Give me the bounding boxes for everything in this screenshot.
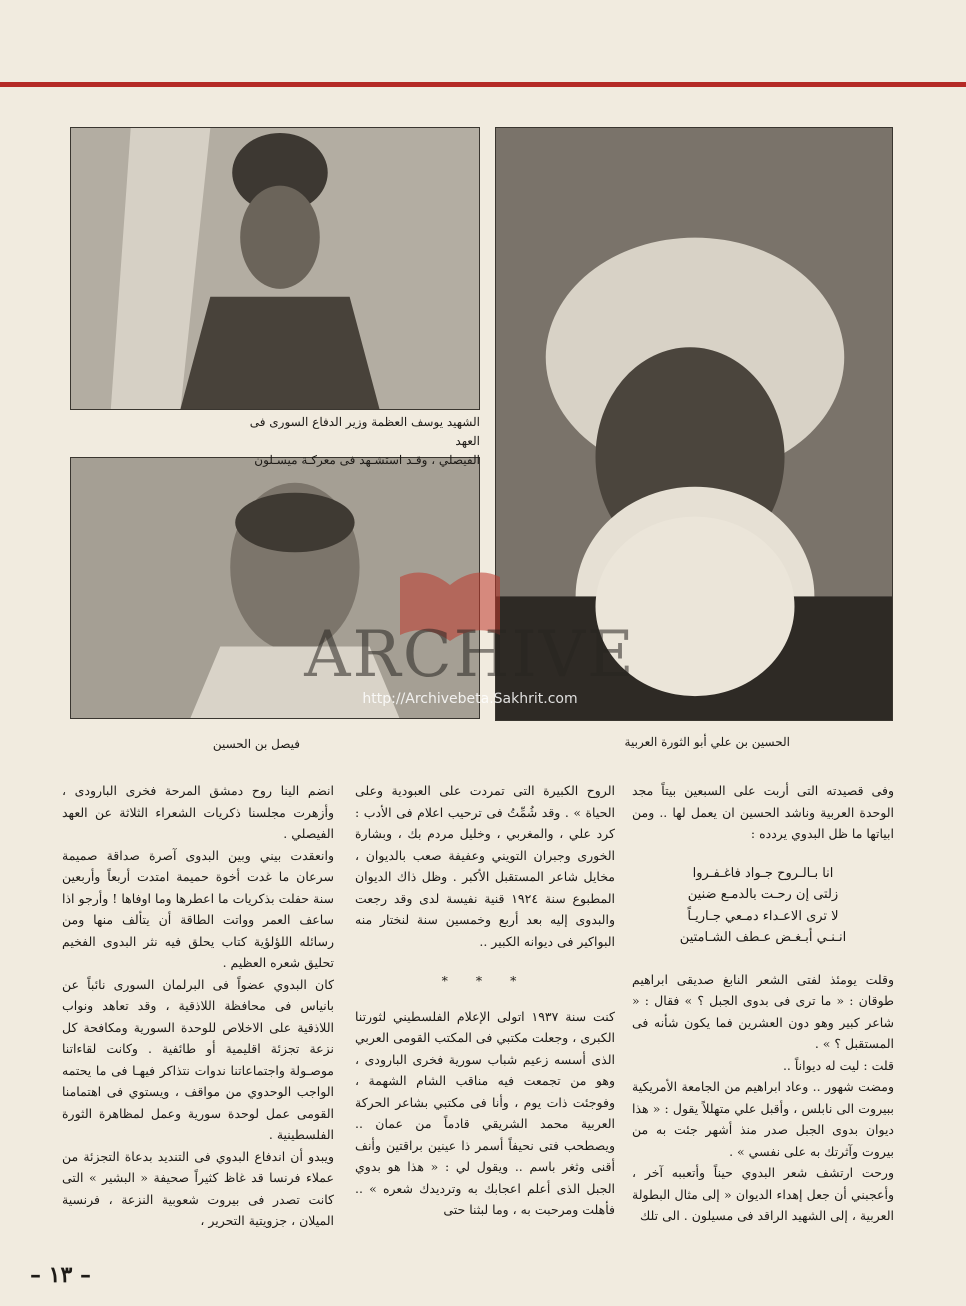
caption-yusuf-line-1: الشهيد يوسف العظمة وزير الدفاع السورى فى العهد [249, 415, 480, 448]
paragraph: ويبدو أن اندفاع البدوي فى التنديد بدعاة التجزئة من عملاء فرنسا قد غاظ كثيراً صحيفة « البشير » التى كانت تصدر فى بيروت شعوبية النزعة ، فرنسية الميلان ، جزويتية التحرير ، [62, 1148, 334, 1228]
paragraph: ومضت شهور .. وعاد ابراهيم من الجامعة الأمريكية ببيروت الى نابلس ، وأقبل علي متهللاً يقول : « هذا ديوان بدوى الجبل صدر منذ أشهر جئت به من بيروت وآثرتك به على نفسي » . [632, 1079, 894, 1159]
paragraph: قلت : ليت له ديواناً .. [782, 1057, 894, 1073]
paragraph: كان البدوي عضواً فى البرلمان السورى نائباً عن بانياس فى محافظة اللاذقية ، وقد تعاهد ونواب اللاذقية على الاخلاص للوحدة السورية ومكافحة كل نزعة تجزئة اقليمية أو طائفية . وكانت لقاءاتنا موصـولة واجتماعاتنا ندوات نتذاكر فيهـا فى ما يحتمه الواجب الوحدوي من مواقف ، ويستوي فى اهتمامنا القومى عمل لوحدة سورية وعمل لمظاهرة الثورة الفلسطينية . [62, 976, 334, 1142]
top-red-rule [0, 82, 966, 87]
caption-faisal: فيصل بن الحسين [212, 737, 300, 751]
watermark-url: http://Archivebeta.Sakhrit.com [362, 691, 578, 707]
photo-hussein-bin-ali [495, 127, 893, 721]
article-column-middle [355, 780, 615, 1221]
poem-verse: انا بـالـروح جـواد فاغـفـروا [692, 865, 834, 881]
paragraph: وانعقدت بيني وبين البدوى آصرة صداقة صميمة سرعان ما غدت أخوة حميمة امتدت أربعاً وأربعين سنة حفلت بذكريات ما اعطرها وما اوفاها ! وأرجو اذا ساعف العمر وواتت الطاقة أن يتألف منها ومن رسائله اللؤلؤية كتاب يحلق فيه نثر البدوى الفخيم تحليق شعره العظيم . [62, 847, 334, 970]
photo-yusuf-al-azma [70, 127, 480, 410]
paragraph: وقلت يومئذ لفتى الشعر النابغ صديقى ابراهيم طوقان : « ما ترى فى بدوى الجبل ؟ » فقال : « شاعر كبير وهو دون العشرين فما يكون شأنه فى المستقبل ؟ » . [632, 971, 894, 1051]
paragraph: انضم الينا روح دمشق المرحة فخرى البارودى ، وأزهرت مجلسنا ذكريات الشعراء الثلاثة عن العهد الفيصلي . [62, 783, 334, 841]
paragraph: وفى قصيدته التى أربت على السبعين بيتاً مجد الوحدة العربية وناشد الحسين ان يعمل لها .. ومن ابياتها ما ظل البدوي يردده : [632, 783, 894, 841]
archive-book-logo-icon [395, 555, 505, 645]
paragraph: ورحت ارتشف شعر البدوي حيناً وأتعببه آخر ، وأعجبني أن جعل إهداء الديوان « إلى مثال البطولة العربية ، إلى الشهيد الراقد فى مسيلون . الى تلك [632, 1165, 894, 1223]
portrait-elder-image [496, 128, 892, 720]
paragraph: الروح الكبيرة التى تمردت على العبودية وعلى الحياة » . وقد شُمِّتُ فى ترحيب اعلام فى الأدب : كرد علي ، والمغربي ، وخليل مردم بك ، وبشارة الخورى وجبران التويني وعفيفة صعب بالديوان ، مخايل شاعر المستقبل الأكبر . وظل ذاك الديوان المطبوع سنة ١٩٢٤ قنية نفيسة لدى وقد رجعت والبدوى إليه بعد أربع وخمسين سنة لنختار منه البواكير فى ديوانه الكبير .. [355, 783, 615, 949]
watermark-title: ARCHIVE [304, 618, 636, 692]
poem-verse: زلتى إن رحـت بالدمـع ضنين [687, 887, 839, 902]
article-column-left [62, 780, 334, 1232]
caption-hussein: الحسين بن علي أبو الثورة العربية [624, 735, 790, 749]
page-number: – ١٣ – [30, 1262, 91, 1288]
section-separator: * * * [441, 973, 529, 988]
caption-yusuf-al-azma [230, 413, 480, 470]
poem-verse: انـنـي أبـغـض عـطف الشـامتين [679, 930, 847, 945]
article-column-right [632, 780, 894, 1227]
portrait-officer-image [71, 128, 479, 409]
paragraph: كنت سنة ١٩٣٧ اتولى الإعلام الفلسطيني لثورتنا الكبرى ، وجعلت مكتبي فى المكتب القومى العربي الذى أسسه زعيم شباب سورية فخرى البارودى ، وهو من تجمعت فيه مناقب الشام الشهمة ، وفوجئت ذات يوم ، وأنا فى مكتبي بشاعر الحركة العربية محمد الشريقي قادماً من عمان .. ويصطحب فتى نحيفاً أسمر ذا عينين براقتين وأنف أقنى وثغر باسم .. ويقول لي : « هذا هو بدوي الجبل الذى أعلم اعجابك به وترديدك شعره » .. فأهلت ومرحبت به ، وما لبثنا حتى [355, 1008, 615, 1217]
poem-verse: لا ترى الاعـداء دمـعي جـاريـاً [687, 908, 839, 924]
caption-yusuf-line-2: الفيصلي ، وقـد استشـهد فى معركـة ميسـلون [254, 453, 480, 467]
